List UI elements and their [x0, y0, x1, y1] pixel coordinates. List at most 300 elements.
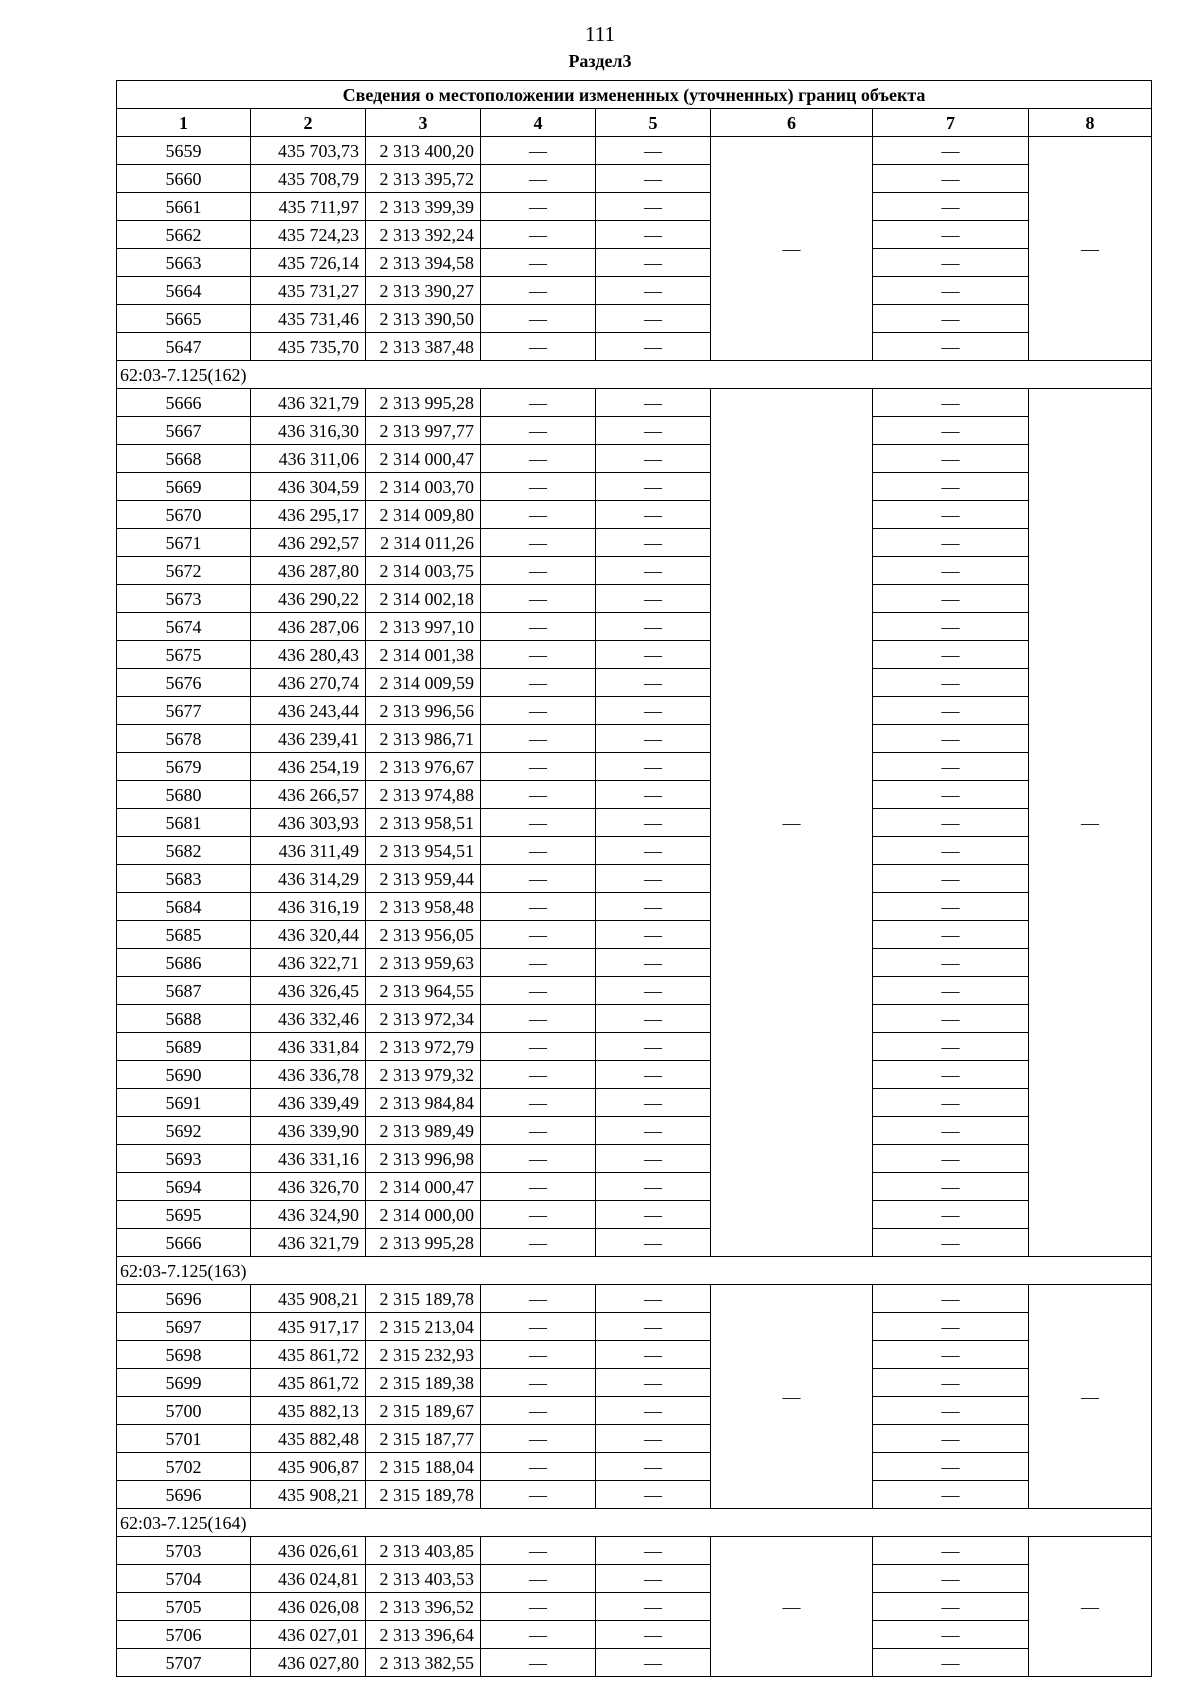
y-coordinate: 2 313 958,51	[366, 809, 481, 837]
col5-dash: —	[596, 697, 711, 725]
col5-dash: —	[596, 277, 711, 305]
col4-dash: —	[481, 1593, 596, 1621]
y-coordinate: 2 313 995,28	[366, 389, 481, 417]
x-coordinate: 436 331,84	[251, 1033, 366, 1061]
y-coordinate: 2 313 972,34	[366, 1005, 481, 1033]
col5-dash: —	[596, 1061, 711, 1089]
group-row	[117, 1509, 1152, 1537]
col4-dash: —	[481, 557, 596, 585]
x-coordinate: 436 254,19	[251, 753, 366, 781]
col6-merged-dash: —	[711, 137, 873, 361]
col7-dash: —	[873, 1481, 1029, 1509]
x-coordinate: 436 316,19	[251, 893, 366, 921]
point-number: 5674	[117, 613, 251, 641]
table-row	[117, 809, 1152, 837]
point-number: 5668	[117, 445, 251, 473]
col5-dash: —	[596, 529, 711, 557]
col7-dash: —	[873, 837, 1029, 865]
y-coordinate: 2 315 187,77	[366, 1425, 481, 1453]
y-coordinate: 2 314 009,59	[366, 669, 481, 697]
col7-dash: —	[873, 1313, 1029, 1341]
col5-dash: —	[596, 809, 711, 837]
col7-dash: —	[873, 753, 1029, 781]
y-coordinate: 2 314 011,26	[366, 529, 481, 557]
x-coordinate: 435 908,21	[251, 1285, 366, 1313]
col5-dash: —	[596, 501, 711, 529]
point-number: 5683	[117, 865, 251, 893]
point-number: 5678	[117, 725, 251, 753]
table-row	[117, 1201, 1152, 1229]
col4-dash: —	[481, 977, 596, 1005]
y-coordinate: 2 314 001,38	[366, 641, 481, 669]
table-row	[117, 753, 1152, 781]
y-coordinate: 2 313 396,64	[366, 1621, 481, 1649]
y-coordinate: 2 313 400,20	[366, 137, 481, 165]
table-row	[117, 1565, 1152, 1593]
point-number: 5667	[117, 417, 251, 445]
col4-dash: —	[481, 1397, 596, 1425]
column-header-3: 3	[366, 109, 481, 137]
col5-dash: —	[596, 949, 711, 977]
y-coordinate: 2 313 956,05	[366, 921, 481, 949]
y-coordinate: 2 314 003,70	[366, 473, 481, 501]
point-number: 5694	[117, 1173, 251, 1201]
col7-dash: —	[873, 1425, 1029, 1453]
x-coordinate: 436 339,49	[251, 1089, 366, 1117]
table-row	[117, 529, 1152, 557]
col7-dash: —	[873, 1145, 1029, 1173]
col7-dash: —	[873, 333, 1029, 361]
table-row	[117, 445, 1152, 473]
group-row	[117, 1257, 1152, 1285]
x-coordinate: 436 324,90	[251, 1201, 366, 1229]
column-header-1: 1	[117, 109, 251, 137]
x-coordinate: 436 295,17	[251, 501, 366, 529]
group-label: 62:03-7.125(162)	[117, 361, 1152, 389]
x-coordinate: 435 703,73	[251, 137, 366, 165]
col5-dash: —	[596, 305, 711, 333]
col6-merged-dash: —	[711, 1285, 873, 1509]
col7-dash: —	[873, 1173, 1029, 1201]
table-row	[117, 1173, 1152, 1201]
point-number: 5660	[117, 165, 251, 193]
col7-dash: —	[873, 781, 1029, 809]
table-row	[117, 501, 1152, 529]
y-coordinate: 2 313 403,53	[366, 1565, 481, 1593]
col5-dash: —	[596, 1341, 711, 1369]
y-coordinate: 2 313 392,24	[366, 221, 481, 249]
col4-dash: —	[481, 1089, 596, 1117]
col5-dash: —	[596, 1369, 711, 1397]
col7-dash: —	[873, 193, 1029, 221]
point-number: 5691	[117, 1089, 251, 1117]
point-number: 5697	[117, 1313, 251, 1341]
y-coordinate: 2 315 188,04	[366, 1453, 481, 1481]
col5-dash: —	[596, 753, 711, 781]
col5-dash: —	[596, 1117, 711, 1145]
col4-dash: —	[481, 277, 596, 305]
y-coordinate: 2 315 232,93	[366, 1341, 481, 1369]
col8-merged-dash: —	[1029, 137, 1152, 361]
y-coordinate: 2 313 399,39	[366, 193, 481, 221]
col4-dash: —	[481, 921, 596, 949]
table-row	[117, 893, 1152, 921]
col7-dash: —	[873, 1369, 1029, 1397]
point-number: 5695	[117, 1201, 251, 1229]
point-number: 5675	[117, 641, 251, 669]
x-coordinate: 436 280,43	[251, 641, 366, 669]
col7-dash: —	[873, 1621, 1029, 1649]
point-number: 5690	[117, 1061, 251, 1089]
table-row	[117, 1481, 1152, 1509]
col5-dash: —	[596, 1285, 711, 1313]
col7-dash: —	[873, 305, 1029, 333]
col4-dash: —	[481, 1033, 596, 1061]
table-row	[117, 949, 1152, 977]
y-coordinate: 2 313 974,88	[366, 781, 481, 809]
col4-dash: —	[481, 1481, 596, 1509]
x-coordinate: 436 336,78	[251, 1061, 366, 1089]
point-number: 5705	[117, 1593, 251, 1621]
table-row	[117, 1537, 1152, 1565]
col4-dash: —	[481, 697, 596, 725]
col4-dash: —	[481, 501, 596, 529]
table-row	[117, 1621, 1152, 1649]
col5-dash: —	[596, 1173, 711, 1201]
y-coordinate: 2 313 390,27	[366, 277, 481, 305]
y-coordinate: 2 313 972,79	[366, 1033, 481, 1061]
col7-dash: —	[873, 277, 1029, 305]
y-coordinate: 2 315 189,38	[366, 1369, 481, 1397]
table-row	[117, 277, 1152, 305]
point-number: 5665	[117, 305, 251, 333]
table-row	[117, 641, 1152, 669]
col4-dash: —	[481, 1621, 596, 1649]
col5-dash: —	[596, 1453, 711, 1481]
col4-dash: —	[481, 1117, 596, 1145]
col4-dash: —	[481, 1061, 596, 1089]
col5-dash: —	[596, 669, 711, 697]
col4-dash: —	[481, 1649, 596, 1677]
col7-dash: —	[873, 1005, 1029, 1033]
col4-dash: —	[481, 1341, 596, 1369]
column-header-5: 5	[596, 109, 711, 137]
col5-dash: —	[596, 641, 711, 669]
col4-dash: —	[481, 613, 596, 641]
table-row	[117, 1649, 1152, 1677]
point-number: 5703	[117, 1537, 251, 1565]
y-coordinate: 2 313 394,58	[366, 249, 481, 277]
point-number: 5672	[117, 557, 251, 585]
x-coordinate: 436 311,06	[251, 445, 366, 473]
table-row	[117, 1033, 1152, 1061]
y-coordinate: 2 313 403,85	[366, 1537, 481, 1565]
point-number: 5664	[117, 277, 251, 305]
col7-dash: —	[873, 137, 1029, 165]
col7-dash: —	[873, 389, 1029, 417]
group-row	[117, 361, 1152, 389]
col4-dash: —	[481, 865, 596, 893]
coordinates-table	[116, 80, 1152, 1677]
col5-dash: —	[596, 1313, 711, 1341]
col7-dash: —	[873, 585, 1029, 613]
col7-dash: —	[873, 865, 1029, 893]
col5-dash: —	[596, 193, 711, 221]
col7-dash: —	[873, 1061, 1029, 1089]
table-row	[117, 697, 1152, 725]
col7-dash: —	[873, 1649, 1029, 1677]
x-coordinate: 436 266,57	[251, 781, 366, 809]
col7-dash: —	[873, 501, 1029, 529]
point-number: 5681	[117, 809, 251, 837]
table-row	[117, 221, 1152, 249]
y-coordinate: 2 314 000,47	[366, 1173, 481, 1201]
col7-dash: —	[873, 949, 1029, 977]
point-number: 5673	[117, 585, 251, 613]
column-header-8: 8	[1029, 109, 1152, 137]
col7-dash: —	[873, 809, 1029, 837]
table-row	[117, 1229, 1152, 1257]
point-number: 5704	[117, 1565, 251, 1593]
col7-dash: —	[873, 641, 1029, 669]
col7-dash: —	[873, 1285, 1029, 1313]
x-coordinate: 436 292,57	[251, 529, 366, 557]
point-number: 5647	[117, 333, 251, 361]
col4-dash: —	[481, 221, 596, 249]
table-row	[117, 1313, 1152, 1341]
table-row	[117, 921, 1152, 949]
y-coordinate: 2 313 976,67	[366, 753, 481, 781]
col4-dash: —	[481, 193, 596, 221]
col4-dash: —	[481, 249, 596, 277]
col7-dash: —	[873, 1453, 1029, 1481]
col5-dash: —	[596, 1201, 711, 1229]
section-title: Раздел3	[568, 51, 632, 71]
point-number: 5692	[117, 1117, 251, 1145]
col4-dash: —	[481, 1313, 596, 1341]
y-coordinate: 2 313 395,72	[366, 165, 481, 193]
col7-dash: —	[873, 445, 1029, 473]
point-number: 5696	[117, 1285, 251, 1313]
point-number: 5696	[117, 1481, 251, 1509]
y-coordinate: 2 313 979,32	[366, 1061, 481, 1089]
x-coordinate: 436 027,80	[251, 1649, 366, 1677]
y-coordinate: 2 313 995,28	[366, 1229, 481, 1257]
table-row	[117, 585, 1152, 613]
y-coordinate: 2 313 984,84	[366, 1089, 481, 1117]
col7-dash: —	[873, 669, 1029, 697]
y-coordinate: 2 313 997,77	[366, 417, 481, 445]
y-coordinate: 2 313 964,55	[366, 977, 481, 1005]
col4-dash: —	[481, 473, 596, 501]
col4-dash: —	[481, 1537, 596, 1565]
y-coordinate: 2 315 189,67	[366, 1397, 481, 1425]
col4-dash: —	[481, 1201, 596, 1229]
col7-dash: —	[873, 557, 1029, 585]
point-number: 5666	[117, 389, 251, 417]
col4-dash: —	[481, 585, 596, 613]
page-number: 111	[585, 22, 615, 46]
x-coordinate: 435 726,14	[251, 249, 366, 277]
col5-dash: —	[596, 165, 711, 193]
col7-dash: —	[873, 473, 1029, 501]
x-coordinate: 436 314,29	[251, 865, 366, 893]
col4-dash: —	[481, 1145, 596, 1173]
x-coordinate: 436 322,71	[251, 949, 366, 977]
col5-dash: —	[596, 1229, 711, 1257]
col4-dash: —	[481, 389, 596, 417]
table-row	[117, 1397, 1152, 1425]
y-coordinate: 2 313 986,71	[366, 725, 481, 753]
col7-dash: —	[873, 613, 1029, 641]
x-coordinate: 436 290,22	[251, 585, 366, 613]
table-row	[117, 333, 1152, 361]
col4-dash: —	[481, 333, 596, 361]
col5-dash: —	[596, 865, 711, 893]
point-number: 5676	[117, 669, 251, 697]
x-coordinate: 436 243,44	[251, 697, 366, 725]
col4-dash: —	[481, 137, 596, 165]
table-row	[117, 781, 1152, 809]
y-coordinate: 2 313 959,63	[366, 949, 481, 977]
column-header-6: 6	[711, 109, 873, 137]
col4-dash: —	[481, 893, 596, 921]
col4-dash: —	[481, 1425, 596, 1453]
col4-dash: —	[481, 1229, 596, 1257]
x-coordinate: 436 316,30	[251, 417, 366, 445]
col4-dash: —	[481, 417, 596, 445]
col4-dash: —	[481, 949, 596, 977]
point-number: 5693	[117, 1145, 251, 1173]
table-title-row	[117, 81, 1152, 109]
col5-dash: —	[596, 1005, 711, 1033]
col5-dash: —	[596, 725, 711, 753]
col7-dash: —	[873, 417, 1029, 445]
col5-dash: —	[596, 1537, 711, 1565]
col7-dash: —	[873, 249, 1029, 277]
x-coordinate: 435 882,48	[251, 1425, 366, 1453]
col7-dash: —	[873, 529, 1029, 557]
col5-dash: —	[596, 389, 711, 417]
x-coordinate: 436 331,16	[251, 1145, 366, 1173]
col7-dash: —	[873, 1089, 1029, 1117]
y-coordinate: 2 313 382,55	[366, 1649, 481, 1677]
point-number: 5679	[117, 753, 251, 781]
col5-dash: —	[596, 1033, 711, 1061]
x-coordinate: 436 326,70	[251, 1173, 366, 1201]
point-number: 5666	[117, 1229, 251, 1257]
col7-dash: —	[873, 221, 1029, 249]
point-number: 5700	[117, 1397, 251, 1425]
col6-merged-dash: —	[711, 1537, 873, 1677]
y-coordinate: 2 313 996,98	[366, 1145, 481, 1173]
col5-dash: —	[596, 893, 711, 921]
table-row	[117, 1061, 1152, 1089]
x-coordinate: 436 287,80	[251, 557, 366, 585]
col7-dash: —	[873, 725, 1029, 753]
point-number: 5685	[117, 921, 251, 949]
col7-dash: —	[873, 1537, 1029, 1565]
col4-dash: —	[481, 1285, 596, 1313]
point-number: 5701	[117, 1425, 251, 1453]
group-label: 62:03-7.125(163)	[117, 1257, 1152, 1285]
point-number: 5661	[117, 193, 251, 221]
y-coordinate: 2 313 959,44	[366, 865, 481, 893]
col5-dash: —	[596, 417, 711, 445]
table-row	[117, 305, 1152, 333]
point-number: 5687	[117, 977, 251, 1005]
table-row	[117, 249, 1152, 277]
col4-dash: —	[481, 781, 596, 809]
point-number: 5706	[117, 1621, 251, 1649]
point-number: 5684	[117, 893, 251, 921]
col4-dash: —	[481, 1173, 596, 1201]
col5-dash: —	[596, 445, 711, 473]
point-number: 5686	[117, 949, 251, 977]
col6-merged-dash: —	[711, 389, 873, 1257]
col5-dash: —	[596, 557, 711, 585]
x-coordinate: 436 304,59	[251, 473, 366, 501]
col7-dash: —	[873, 697, 1029, 725]
col4-dash: —	[481, 669, 596, 697]
point-number: 5680	[117, 781, 251, 809]
point-number: 5670	[117, 501, 251, 529]
col7-dash: —	[873, 1565, 1029, 1593]
col5-dash: —	[596, 137, 711, 165]
table-row	[117, 557, 1152, 585]
col5-dash: —	[596, 781, 711, 809]
col5-dash: —	[596, 1145, 711, 1173]
y-coordinate: 2 313 954,51	[366, 837, 481, 865]
table-row	[117, 1453, 1152, 1481]
table-row	[117, 613, 1152, 641]
x-coordinate: 436 027,01	[251, 1621, 366, 1649]
x-coordinate: 435 861,72	[251, 1369, 366, 1397]
y-coordinate: 2 315 213,04	[366, 1313, 481, 1341]
x-coordinate: 436 320,44	[251, 921, 366, 949]
col7-dash: —	[873, 1593, 1029, 1621]
table-row	[117, 1285, 1152, 1313]
col7-dash: —	[873, 1229, 1029, 1257]
y-coordinate: 2 313 997,10	[366, 613, 481, 641]
col5-dash: —	[596, 1481, 711, 1509]
col5-dash: —	[596, 1425, 711, 1453]
table-row	[117, 837, 1152, 865]
col4-dash: —	[481, 1369, 596, 1397]
x-coordinate: 435 882,13	[251, 1397, 366, 1425]
table-row	[117, 165, 1152, 193]
col5-dash: —	[596, 249, 711, 277]
col4-dash: —	[481, 1005, 596, 1033]
table-row	[117, 1005, 1152, 1033]
y-coordinate: 2 314 009,80	[366, 501, 481, 529]
table-row	[117, 473, 1152, 501]
col7-dash: —	[873, 921, 1029, 949]
x-coordinate: 436 339,90	[251, 1117, 366, 1145]
x-coordinate: 436 321,79	[251, 389, 366, 417]
table-row	[117, 193, 1152, 221]
col8-merged-dash: —	[1029, 389, 1152, 1257]
point-number: 5669	[117, 473, 251, 501]
col4-dash: —	[481, 809, 596, 837]
x-coordinate: 436 024,81	[251, 1565, 366, 1593]
y-coordinate: 2 313 390,50	[366, 305, 481, 333]
col4-dash: —	[481, 753, 596, 781]
col5-dash: —	[596, 1649, 711, 1677]
x-coordinate: 435 711,97	[251, 193, 366, 221]
col4-dash: —	[481, 1565, 596, 1593]
col5-dash: —	[596, 921, 711, 949]
